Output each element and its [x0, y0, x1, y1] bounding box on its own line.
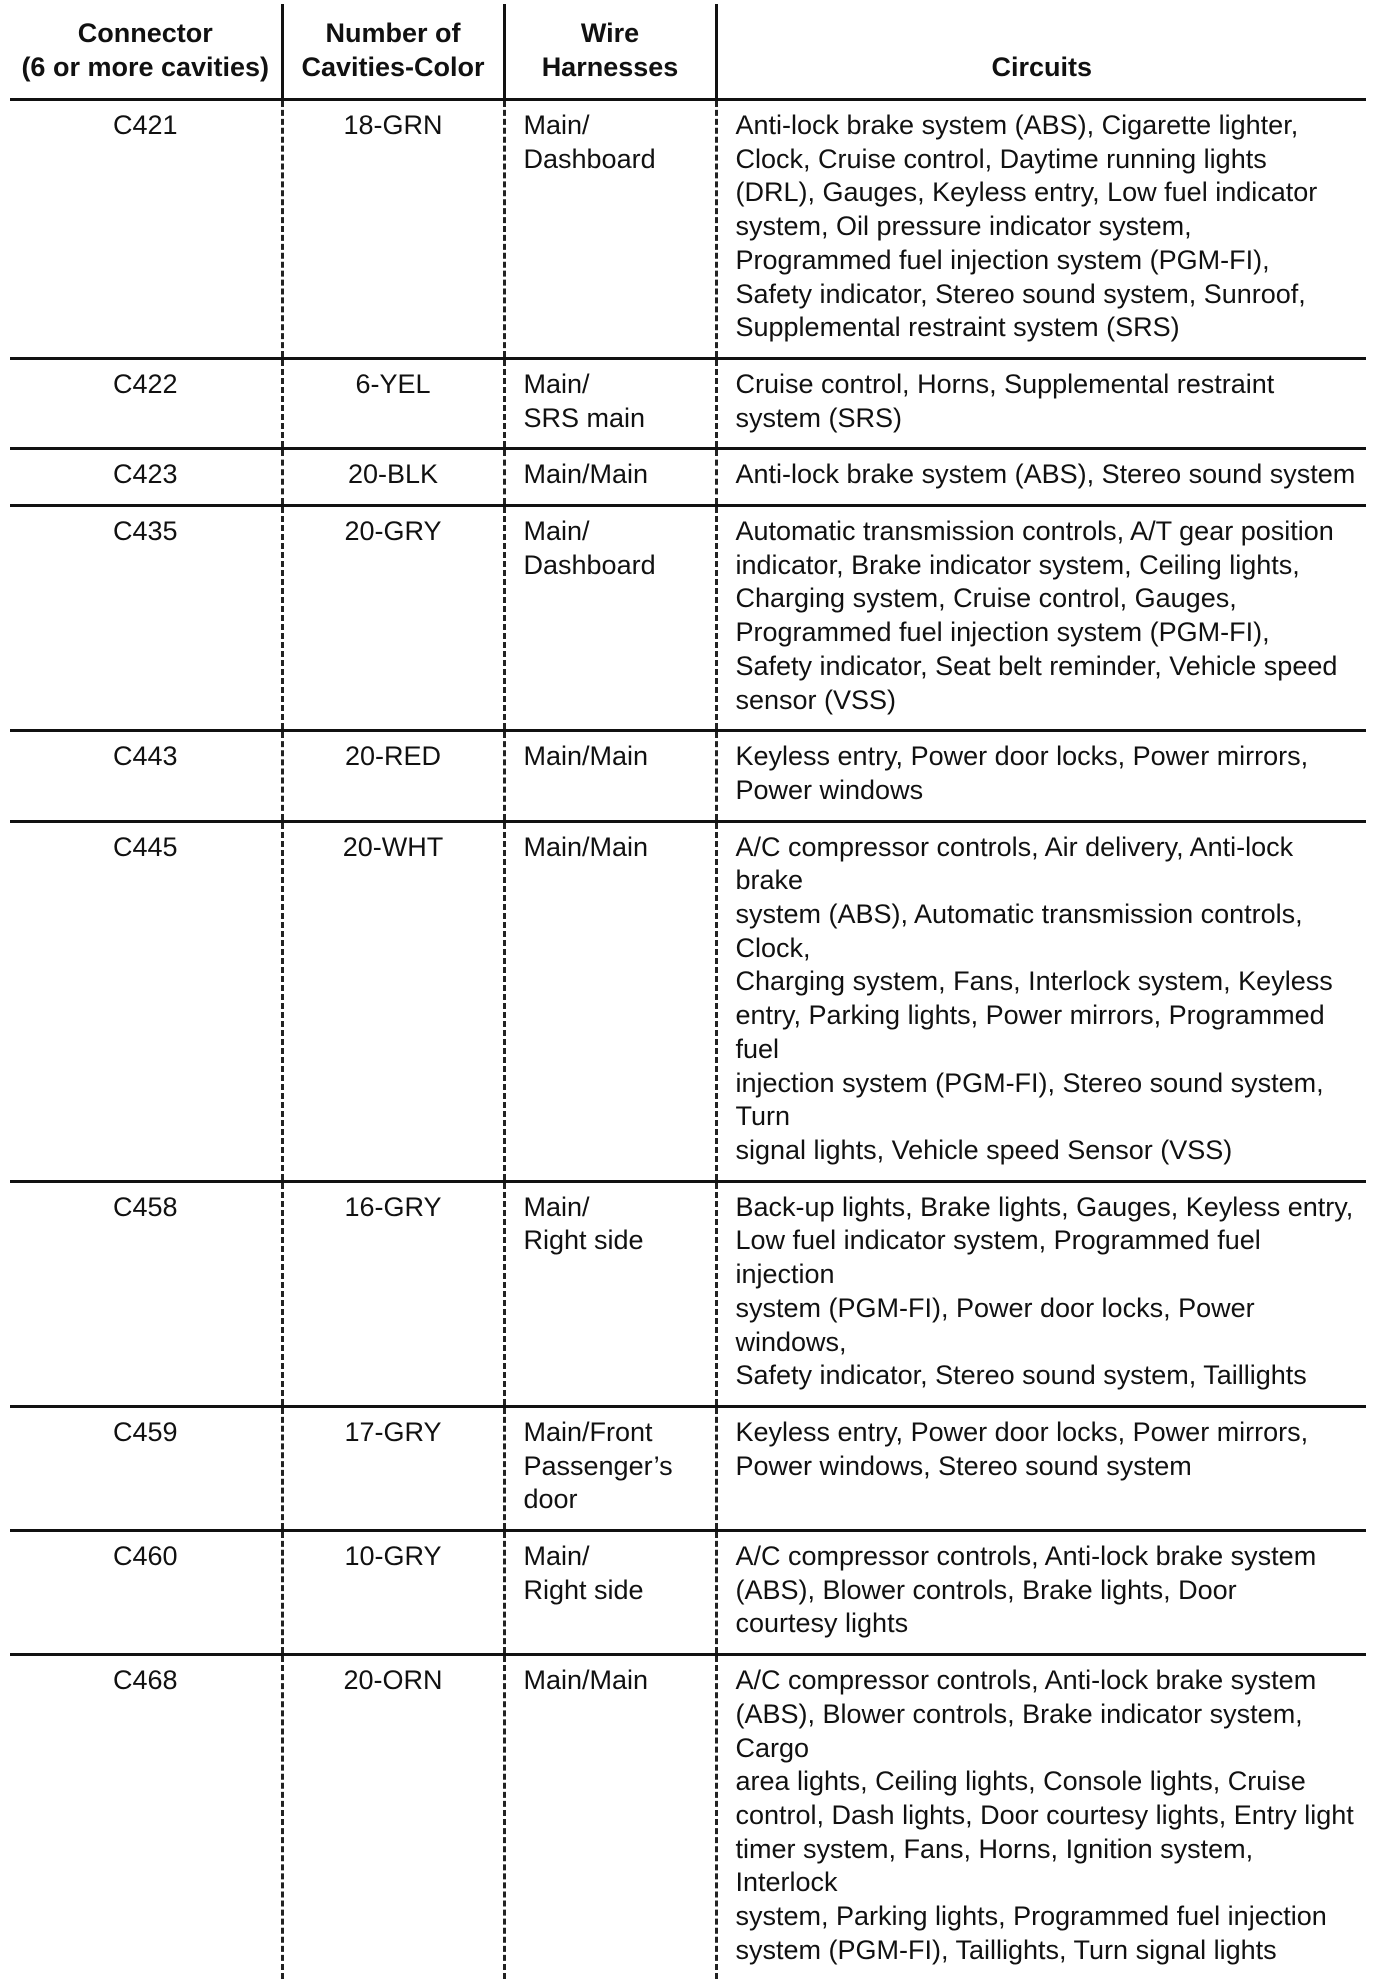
- header-cavities-color: Number of Cavities-Color: [282, 4, 504, 100]
- circuits-cell: Cruise control, Horns, Supplemental restraint system (SRS): [716, 358, 1366, 448]
- connector-cell: C435: [10, 506, 282, 731]
- circuits-cell: Anti-lock brake system (ABS), Cigarette lighter, Clock, Cruise control, Daytime running lights (DRL), Gauges, Keyless entry, Low fuel indicator system, Oil pressure indicator system, Programmed fuel injection system (PGM-FI), Safety indicator, Stereo sound system, Sunroof, Supplemental restraint system (SRS): [716, 100, 1366, 359]
- cavities-color-cell: 20-WHT: [282, 821, 504, 1181]
- wire-harness-cell: Main/Front Passenger’s door: [504, 1406, 716, 1530]
- connector-cell: C458: [10, 1181, 282, 1406]
- header-row: [10, 4, 1366, 100]
- table-row: [10, 1406, 1366, 1530]
- cavities-color-cell: 10-GRY: [282, 1531, 504, 1655]
- cavities-color-cell: 20-GRY: [282, 506, 504, 731]
- connector-cell: C443: [10, 731, 282, 821]
- circuits-cell: Automatic transmission controls, A/T gear position indicator, Brake indicator system, Ceiling lights, Charging system, Cruise control, Gauges, Programmed fuel injection system (PGM-FI), Safety indicator, Seat belt reminder, Vehicle speed sensor (VSS): [716, 506, 1366, 731]
- circuits-cell: Anti-lock brake system (ABS), Stereo sound system: [716, 449, 1366, 506]
- table-row: [10, 1181, 1366, 1406]
- circuits-cell: Back-up lights, Brake lights, Gauges, Keyless entry, Low fuel indicator system, Programmed fuel injection system (PGM-FI), Power door locks, Power windows, Safety indicator, Stereo sound system, Taillights: [716, 1181, 1366, 1406]
- wire-harness-cell: Main/Main: [504, 821, 716, 1181]
- connector-cell: C445: [10, 821, 282, 1181]
- header-circuits: Circuits: [716, 4, 1366, 100]
- table-body: [10, 100, 1366, 1979]
- table-header: [10, 4, 1366, 100]
- cavities-color-cell: 6-YEL: [282, 358, 504, 448]
- table-row: [10, 1655, 1366, 1979]
- cavities-color-cell: 20-RED: [282, 731, 504, 821]
- wire-harness-cell: Main/Main: [504, 731, 716, 821]
- table-row: [10, 821, 1366, 1181]
- cavities-color-cell: 16-GRY: [282, 1181, 504, 1406]
- wire-harness-cell: Main/ Dashboard: [504, 506, 716, 731]
- connector-cell: C423: [10, 449, 282, 506]
- table-row: [10, 358, 1366, 448]
- connector-cell: C421: [10, 100, 282, 359]
- circuits-cell: A/C compressor controls, Air delivery, Anti-lock brake system (ABS), Automatic transmission controls, Clock, Charging system, Fans, Interlock system, Keyless entry, Parking lights, Power mirrors, Programmed fuel injection system (PGM-FI), Stereo sound system, Turn signal lights, Vehicle speed Sensor (VSS): [716, 821, 1366, 1181]
- wire-harness-cell: Main/ Right side: [504, 1531, 716, 1655]
- cavities-color-cell: 17-GRY: [282, 1406, 504, 1530]
- table-row: [10, 449, 1366, 506]
- wire-harness-cell: Main/Main: [504, 449, 716, 506]
- connector-cell: C422: [10, 358, 282, 448]
- header-wire-harnesses: Wire Harnesses: [504, 4, 716, 100]
- header-connector: Connector (6 or more cavities): [10, 4, 282, 100]
- connector-cell: C460: [10, 1531, 282, 1655]
- circuits-cell: A/C compressor controls, Anti-lock brake system (ABS), Blower controls, Brake indicator system, Cargo area lights, Ceiling lights, Console lights, Cruise control, Dash lights, Door courtesy lights, Entry light timer system, Fans, Horns, Ignition system, Interlock system, Parking lights, Programmed fuel injection system (PGM-FI), Taillights, Turn signal lights: [716, 1655, 1366, 1979]
- circuits-cell: Keyless entry, Power door locks, Power mirrors, Power windows, Stereo sound system: [716, 1406, 1366, 1530]
- wire-harness-cell: Main/ Right side: [504, 1181, 716, 1406]
- table-row: [10, 506, 1366, 731]
- wire-harness-cell: Main/ Dashboard: [504, 100, 716, 359]
- circuits-cell: A/C compressor controls, Anti-lock brake system (ABS), Blower controls, Brake lights, Door courtesy lights: [716, 1531, 1366, 1655]
- cavities-color-cell: 18-GRN: [282, 100, 504, 359]
- connector-table: [10, 4, 1366, 1979]
- connector-cell: C459: [10, 1406, 282, 1530]
- connector-cell: C468: [10, 1655, 282, 1979]
- cavities-color-cell: 20-BLK: [282, 449, 504, 506]
- circuits-cell: Keyless entry, Power door locks, Power mirrors, Power windows: [716, 731, 1366, 821]
- table-row: [10, 100, 1366, 359]
- table-row: [10, 1531, 1366, 1655]
- wire-harness-cell: Main/Main: [504, 1655, 716, 1979]
- table-row: [10, 731, 1366, 821]
- cavities-color-cell: 20-ORN: [282, 1655, 504, 1979]
- wire-harness-cell: Main/ SRS main: [504, 358, 716, 448]
